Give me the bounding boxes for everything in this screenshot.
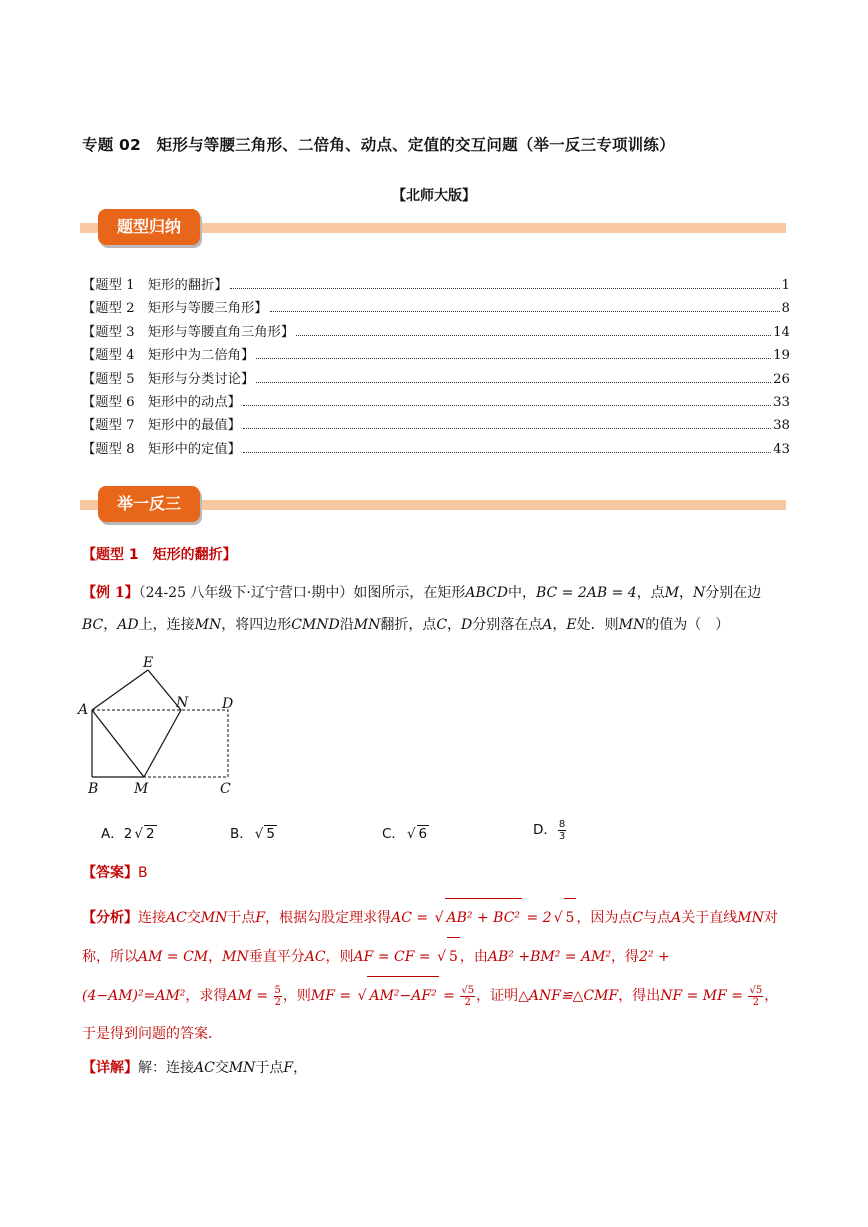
fraction [274,985,282,1008]
example-tag: 【例 1】 [82,585,139,601]
option-letter: A． [101,826,124,842]
math-equation: AM = [227,988,273,1004]
toc-entry[interactable] [82,391,790,414]
label-d: D [222,696,234,712]
math-radicand: 5 [447,937,460,976]
math-equation: AF = CF = [353,949,436,965]
math-symbol: A [542,617,553,633]
answer-line [82,862,148,882]
math-symbol: MN [194,617,222,633]
option-radicand: 6 [418,826,428,842]
detail-text: 于点 [255,1060,284,1076]
analysis-tag: 【分析】 [82,910,138,926]
toc-entry-page: 38 [773,418,790,434]
fraction [558,819,566,842]
analysis-text: 与点 [643,910,672,926]
example-source: （24-25 八年级下·辽宁营口·期中） [138,585,354,601]
math-symbol: C [436,617,448,633]
toc-entry-page: 1 [781,278,790,293]
math-symbol: F [255,910,266,926]
analysis-text: ， [208,949,223,965]
toc-leader-dots [243,452,771,453]
toc-entry-label: 【题型 3 矩形与等腰直角三角形】 [82,324,295,340]
toc-entry-page: 43 [773,441,790,457]
option-b[interactable] [230,822,277,842]
label-a: A [78,702,89,718]
question-text: 上，连接 [138,617,195,633]
toc-entry-page: 33 [773,394,790,410]
sqrt-sign: √ [357,988,367,1004]
math-radicand: 5 [564,898,577,937]
math-symbol: N [693,585,706,601]
example-question [82,577,788,641]
question-text: 中， [507,585,536,601]
analysis-text: 垂直平分 [248,949,305,965]
label-b: B [88,781,99,797]
question-text: 翻折，点 [380,617,437,633]
math-equation: AM = CM [138,949,209,965]
analysis-text: 关于直线 [681,910,738,926]
math-symbol: F [283,1060,294,1076]
math-symbol: D [461,617,473,633]
analysis-text: ，证明 [476,988,519,1004]
toc-leader-dots [230,288,780,289]
toc-leader-dots [243,405,771,406]
question-text: 分别落在点 [472,617,543,633]
banner-pill-label: 题型归纳 [98,209,200,245]
sqrt-sign: √ [437,949,446,965]
sqrt-sign: √ [406,826,416,842]
math-symbol: MN [228,1060,256,1076]
toc-entry-label: 【题型 1 矩形的翻折】 [82,278,228,293]
document-title: 专题 02 矩形与等腰三角形、二倍角、动点、定值的交互问题（举一反三专项训练） [82,136,675,154]
question-text: ，将四边形 [221,617,292,633]
toc-leader-dots [296,335,771,336]
analysis-text: 连接 [138,910,166,926]
toc-entry-page: 19 [773,348,790,364]
banner-practice [80,486,786,526]
label-n: N [176,695,189,711]
segment-am [92,710,144,777]
option-a[interactable] [101,822,157,842]
analysis-text: ，求得 [185,988,228,1004]
toc-entry-page: 8 [781,301,790,317]
label-m: M [134,781,149,797]
toc-entry-label: 【题型 5 矩形与分类讨论】 [82,371,255,387]
analysis-paragraph [82,898,788,1053]
toc-entry-label: 【题型 6 矩形中的动点】 [82,394,241,410]
toc-entry[interactable] [82,274,790,297]
math-equation: AB² +BM² = AM² [487,949,612,965]
detail-paragraph [82,1052,788,1084]
question-text: 处．则 [576,617,619,633]
answer-options [101,818,601,846]
segment-mn [144,710,181,777]
math-symbol: M [664,585,680,601]
toc-entry-label: 【题型 2 矩形与等腰三角形】 [82,301,268,317]
toc-entry-page: 14 [773,324,790,340]
toc-entry-label: 【题型 8 矩形中的定值】 [82,441,241,457]
math-symbol: MN [353,617,381,633]
label-e: E [143,655,154,671]
banner-pill-label: 举一反三 [98,486,200,522]
fraction-denominator: 2 [464,996,471,1008]
option-letter: C． [382,826,405,842]
detail-text: 交 [214,1060,229,1076]
option-radicand: 2 [145,826,155,842]
fraction-numerator: 8 [558,818,566,830]
math-equation: AC = [391,910,433,926]
math-equation: = [438,988,460,1004]
toc-entry-label: 【题型 7 矩形中的最值】 [82,418,241,434]
question-text: 的值为（ ） [645,617,730,633]
math-symbol: AC [166,910,187,926]
option-radicand: 5 [266,826,275,842]
analysis-text: 对称，所以 [82,910,778,965]
fraction [748,985,763,1008]
math-equation: NF = MF = [660,988,748,1004]
table-of-contents [82,274,790,461]
analysis-text: 于点 [227,910,256,926]
question-text: ， [552,617,567,633]
math-symbol: MN [618,617,646,633]
detail-text: ， [293,1060,308,1076]
sqrt-sign: √ [254,826,264,842]
fraction-numerator: √5 [749,984,763,996]
option-c[interactable] [382,822,429,842]
fraction [460,985,475,1008]
math-symbol: ABCD [465,585,508,601]
detail-text: 解：连接 [138,1060,194,1076]
sqrt-sign: √ [553,910,563,926]
toc-entry[interactable] [82,438,790,461]
math-symbol: MN [222,949,249,965]
toc-leader-dots [270,311,780,312]
fraction-numerator: 5 [274,984,281,996]
fraction-denominator: 3 [558,830,566,842]
toc-leader-dots [256,358,771,359]
option-d[interactable] [533,818,567,842]
analysis-text: ，则 [325,949,354,965]
geometry-figure [76,652,246,802]
math-symbol: C [632,910,644,926]
toc-entry[interactable] [82,414,790,437]
math-symbol: AD [117,617,139,633]
math-equation: MF = [310,988,356,1004]
segment-ae [92,670,148,710]
document-edition: 【北师大版】 [392,188,476,204]
analysis-text: 交 [186,910,201,926]
option-letter: B． [230,826,253,842]
sqrt-sign: √ [134,826,143,842]
question-text: ， [447,617,462,633]
math-symbol: AC [304,949,326,965]
analysis-text: ，由 [459,949,488,965]
section-heading: 【题型 1 矩形的翻折】 [82,547,237,563]
math-symbol: E [566,617,577,633]
question-text: 分别在边 [705,585,762,601]
option-coef: 2 [123,826,133,842]
math-symbol: A [671,910,682,926]
banner-summary [80,209,786,249]
dashed-rectangle-part [92,710,228,777]
fraction-denominator: 2 [274,996,281,1008]
math-symbol: BC [82,617,104,633]
fraction-denominator: 2 [752,996,760,1008]
toc-entry-page: 26 [773,371,790,387]
analysis-text: ，根据勾股定理求得 [265,910,392,926]
option-letter: D． [533,822,557,838]
math-symbol: AC [194,1060,215,1076]
fraction-numerator: √5 [461,984,475,996]
toc-entry[interactable] [82,297,790,320]
question-text: ， [103,617,118,633]
toc-leader-dots [256,382,771,383]
math-symbol: CMND [291,617,340,633]
analysis-text: ，得出 [618,988,661,1004]
answer-value: B [138,865,148,881]
math-radicand: AB² + BC² [445,898,523,937]
math-equation: = 2 [522,910,552,926]
question-text: 沿 [339,617,354,633]
math-equation: △ANF≌△CMF [518,988,619,1004]
question-text: 如图所示，在矩形 [353,585,466,601]
analysis-text: ，则 [282,988,311,1004]
toc-entry-label: 【题型 4 矩形中为二倍角】 [82,348,255,364]
math-symbol: MN [737,910,764,926]
analysis-text: ，于是得到问题的答案． [82,988,779,1042]
sqrt-sign: √ [434,910,444,926]
question-text: ，点 [636,585,665,601]
question-text: ， [679,585,694,601]
math-symbol: MN [200,910,228,926]
toc-entry[interactable] [82,368,790,391]
analysis-text: ，得 [611,949,640,965]
analysis-text: ，因为点 [576,910,633,926]
math-equation: BC = 2AB = 4 [535,585,637,601]
math-radicand: AM²−AF² [367,976,438,1015]
toc-entry[interactable] [82,321,790,344]
answer-tag: 【答案】 [82,865,138,881]
math-equation: 2² + (4−AM)²=AM² [82,949,670,1004]
detail-tag: 【详解】 [82,1060,138,1076]
toc-leader-dots [243,428,771,429]
toc-entry[interactable] [82,344,790,367]
label-c: C [220,781,231,797]
